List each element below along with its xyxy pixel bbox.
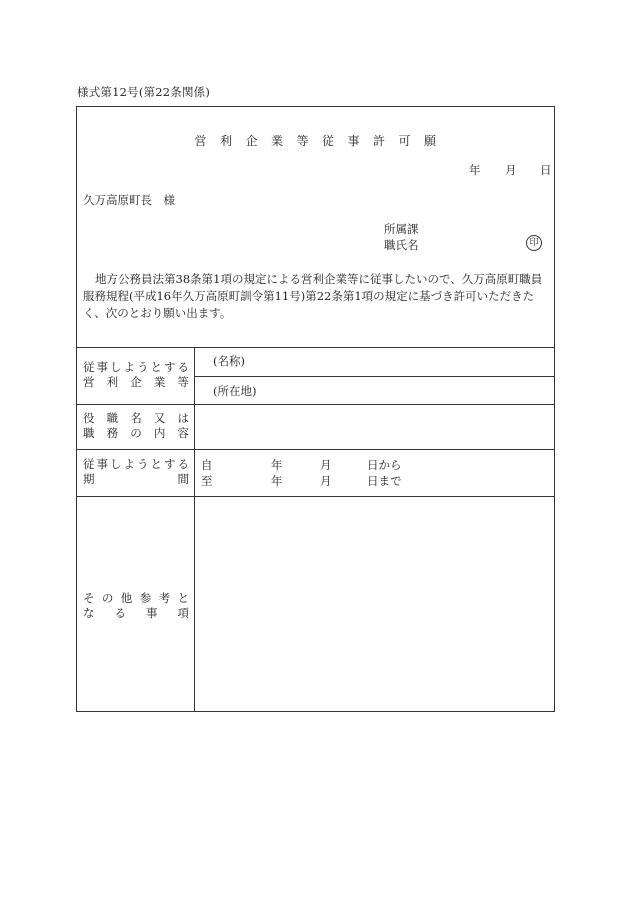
period-from-month[interactable]: 月 <box>320 458 332 472</box>
form-title: 営利企業等従事許可願 <box>194 134 450 148</box>
remarks-content-field[interactable] <box>195 497 555 711</box>
addressee: 久万高原町長 様 <box>83 193 175 207</box>
remarks-label: その他参考と なる事項 <box>83 591 189 620</box>
period-label: 従事しようとする 期間 <box>83 457 189 486</box>
date-year-label: 年 <box>469 163 481 177</box>
application-form <box>76 106 555 712</box>
position-content-field[interactable] <box>195 405 555 448</box>
form-number: 様式第12号(第22条関係) <box>77 85 211 99</box>
row-divider <box>77 449 554 450</box>
period-to-year[interactable]: 年 <box>271 474 283 488</box>
enterprise-label: 従事しようとする 営利企業等 <box>83 360 189 389</box>
enterprise-location-field[interactable]: (所在地) <box>213 384 257 398</box>
date-day-label: 日 <box>540 163 552 177</box>
date-month-label: 月 <box>505 163 517 177</box>
period-from-year[interactable]: 年 <box>271 458 283 472</box>
position-label: 役職名又は 職務の内容 <box>83 411 189 440</box>
enterprise-name-field[interactable]: (名称) <box>213 354 245 368</box>
period-from-prefix: 自 <box>201 458 213 472</box>
request-statement: 地方公務員法第38条第1項の規定による営利企業等に従事したいので、久万高原町職員服務規程(平成16年久万高原町訓令第11号)第22条第1項の規定に基づき許可いただきたく、次のとおり願い出ます。 <box>83 272 543 320</box>
position-name-label: 職氏名 <box>384 238 419 252</box>
period-to-day[interactable]: 日まで <box>367 474 402 488</box>
row-subdivider <box>194 376 554 377</box>
period-from-day[interactable]: 日から <box>367 458 402 472</box>
period-to-prefix: 至 <box>201 474 213 488</box>
department-label: 所属課 <box>384 222 419 236</box>
seal-mark: 印 <box>526 235 542 251</box>
period-to-month[interactable]: 月 <box>320 474 332 488</box>
section-divider <box>77 347 554 348</box>
